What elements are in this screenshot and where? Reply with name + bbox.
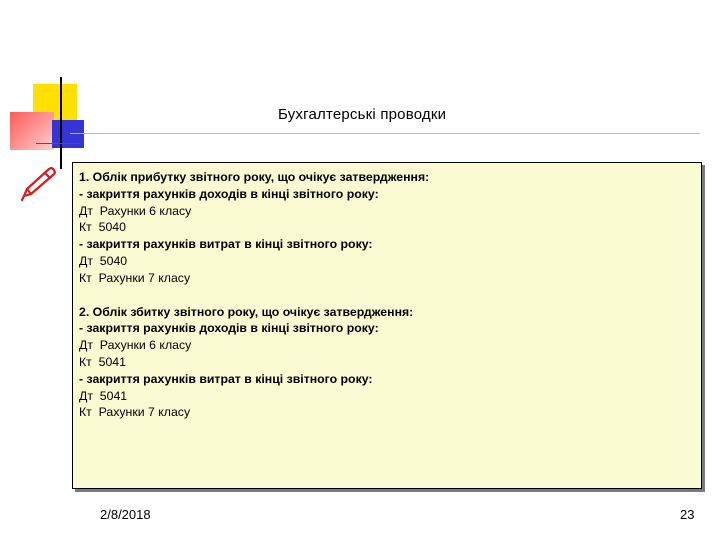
section-1-income-debit: Дт Рахунки 6 класу: [79, 203, 192, 218]
section-2-expense-credit: Кт Рахунки 7 класу: [79, 405, 191, 420]
section-1-income-credit: Кт 5040: [79, 220, 126, 235]
section-2-expense-debit: Дт 5041: [79, 388, 128, 403]
section-1-expense-credit: Кт Рахунки 7 класу: [79, 270, 191, 285]
section-2-income-heading: - закриття рахунків доходів в кінці звітного року:: [79, 321, 379, 336]
section-2-heading: 2. Облік збитку звітного року, що очікує затвердження:: [79, 304, 414, 319]
section-1-expense-debit: Дт 5040: [79, 253, 128, 268]
section-1-expense-heading: - закриття рахунків витрат в кінці звітного року:: [79, 237, 373, 252]
pen-icon: [18, 162, 60, 204]
section-2-expense-heading: - закриття рахунків витрат в кінці звітного року:: [79, 371, 373, 386]
decor-horizontal-line: [36, 143, 80, 144]
decor-red-square: [10, 112, 54, 150]
slide-title: Бухгалтерські проводки: [278, 106, 447, 123]
section-2-income-debit: Дт Рахунки 6 класу: [79, 338, 192, 353]
decor-vertical-line: [60, 77, 62, 169]
section-1-heading: 1. Облік прибутку звітного року, що очікує затвердження:: [79, 170, 430, 184]
title-divider-line: [70, 133, 700, 134]
section-spacer: [79, 287, 701, 304]
section-1-income-heading: - закриття рахунків доходів в кінці звітного року:: [79, 186, 379, 201]
content-box: [72, 162, 702, 489]
footer-date: 2/8/2018: [100, 507, 151, 522]
section-2-income-credit: Кт 5041: [79, 354, 126, 369]
page-number: 23: [680, 507, 695, 522]
